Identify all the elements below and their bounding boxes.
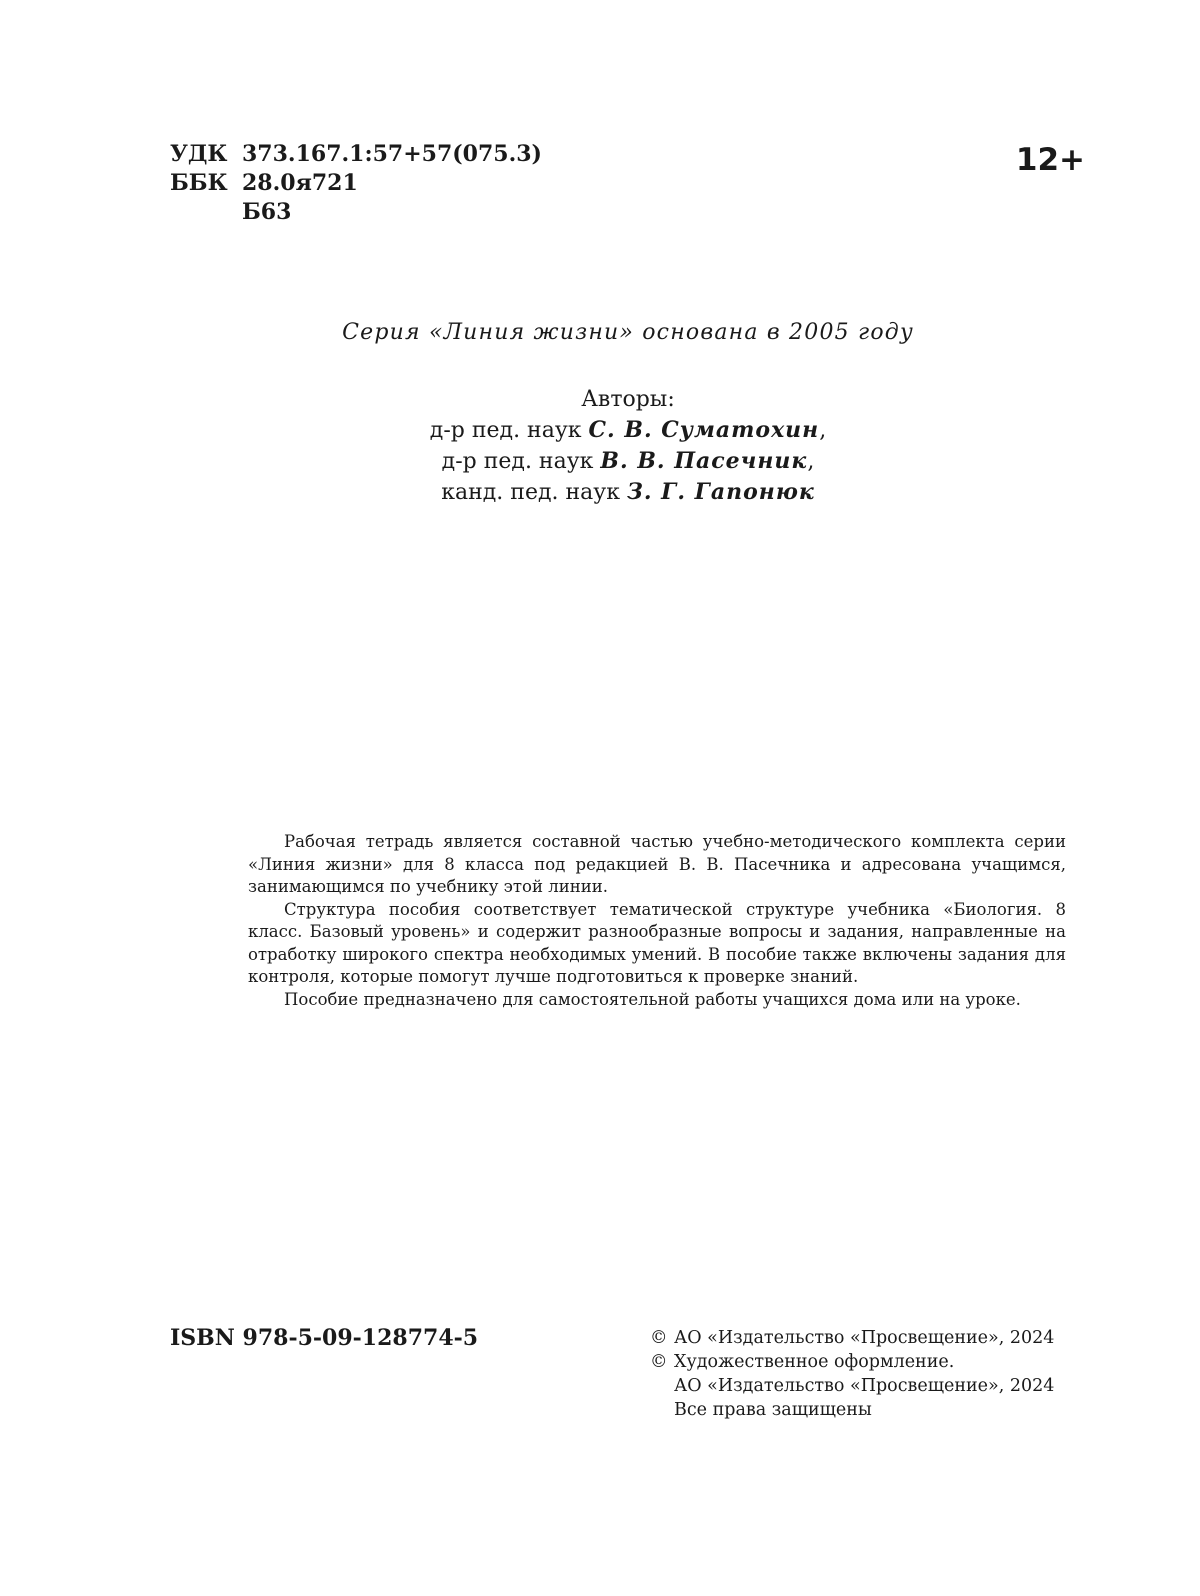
isbn: ISBN 978-5-09-128774-5	[170, 1325, 479, 1351]
author-degree: д-р пед. наук	[441, 449, 594, 474]
authors-heading: Авторы:	[581, 387, 675, 412]
annotation-paragraph: Рабочая тетрадь является составной частью учебно-методического комплекта серии «Линия жизни» для 8 класса под редакцией В. В. Пасечника и адресована учащимся, занимающимся по учебнику этой линии.	[248, 832, 1066, 896]
author-line	[0, 415, 1200, 446]
author-line	[0, 477, 1200, 508]
author-mark	[170, 198, 542, 227]
copyright-text: АО «Издательство «Просвещение», 2024	[674, 1376, 1055, 1396]
annotation-paragraph: Пособие предназначено для самостоятельной работы учащихся дома или на уроке.	[284, 989, 1021, 1009]
author-mark-value: Б63	[242, 199, 292, 225]
author-name: В. В. Пасечник	[600, 448, 808, 474]
copyright-block	[650, 1326, 1054, 1422]
age-rating: 12+	[1015, 142, 1085, 178]
rights-reserved: Все права защищены	[674, 1400, 872, 1420]
copyright-spacer	[650, 1374, 674, 1398]
author-degree: канд. пед. наук	[441, 480, 620, 505]
author-name: З. Г. Гапонюк	[626, 479, 815, 505]
annotation-paragraph: Структура пособия соответствует тематической структуре учебника «Биология. 8 класс. Базовый уровень» и содержит разнообразные вопросы и задания, направленные на отработку широкого спектра необходимых умений. В пособие также включены задания для контроля, которые помогут лучше подготовиться к проверке знаний.	[248, 899, 1066, 986]
copyright-text: АО «Издательство «Просвещение», 2024	[674, 1328, 1055, 1348]
series-line: Серия «Линия жизни» основана в 2005 году	[342, 320, 914, 345]
author-line	[0, 446, 1200, 477]
author-separator: ,	[819, 418, 827, 443]
bbk-value: 28.0я721	[242, 170, 358, 196]
annotation	[248, 831, 1066, 1011]
copyright-line	[650, 1326, 1054, 1350]
authors-block	[0, 384, 1200, 508]
author-separator: ,	[807, 449, 815, 474]
udk-label: УДК	[170, 141, 228, 167]
copyright-line	[650, 1398, 1054, 1422]
udk-row	[170, 140, 542, 169]
copyright-line	[650, 1374, 1054, 1398]
bbk-row	[170, 169, 542, 198]
copyright-icon: ©	[650, 1352, 668, 1372]
bbk-label: ББК	[170, 170, 228, 196]
author-name: С. В. Суматохин	[588, 417, 820, 443]
copyright-text: Художественное оформление.	[674, 1352, 955, 1372]
author-degree: д-р пед. наук	[429, 418, 582, 443]
copyright-icon: ©	[650, 1328, 668, 1348]
udk-value: 373.167.1:57+57(075.3)	[242, 141, 542, 167]
copyright-spacer	[650, 1398, 674, 1422]
catalog-block	[170, 140, 542, 227]
copyright-line	[650, 1350, 1054, 1374]
